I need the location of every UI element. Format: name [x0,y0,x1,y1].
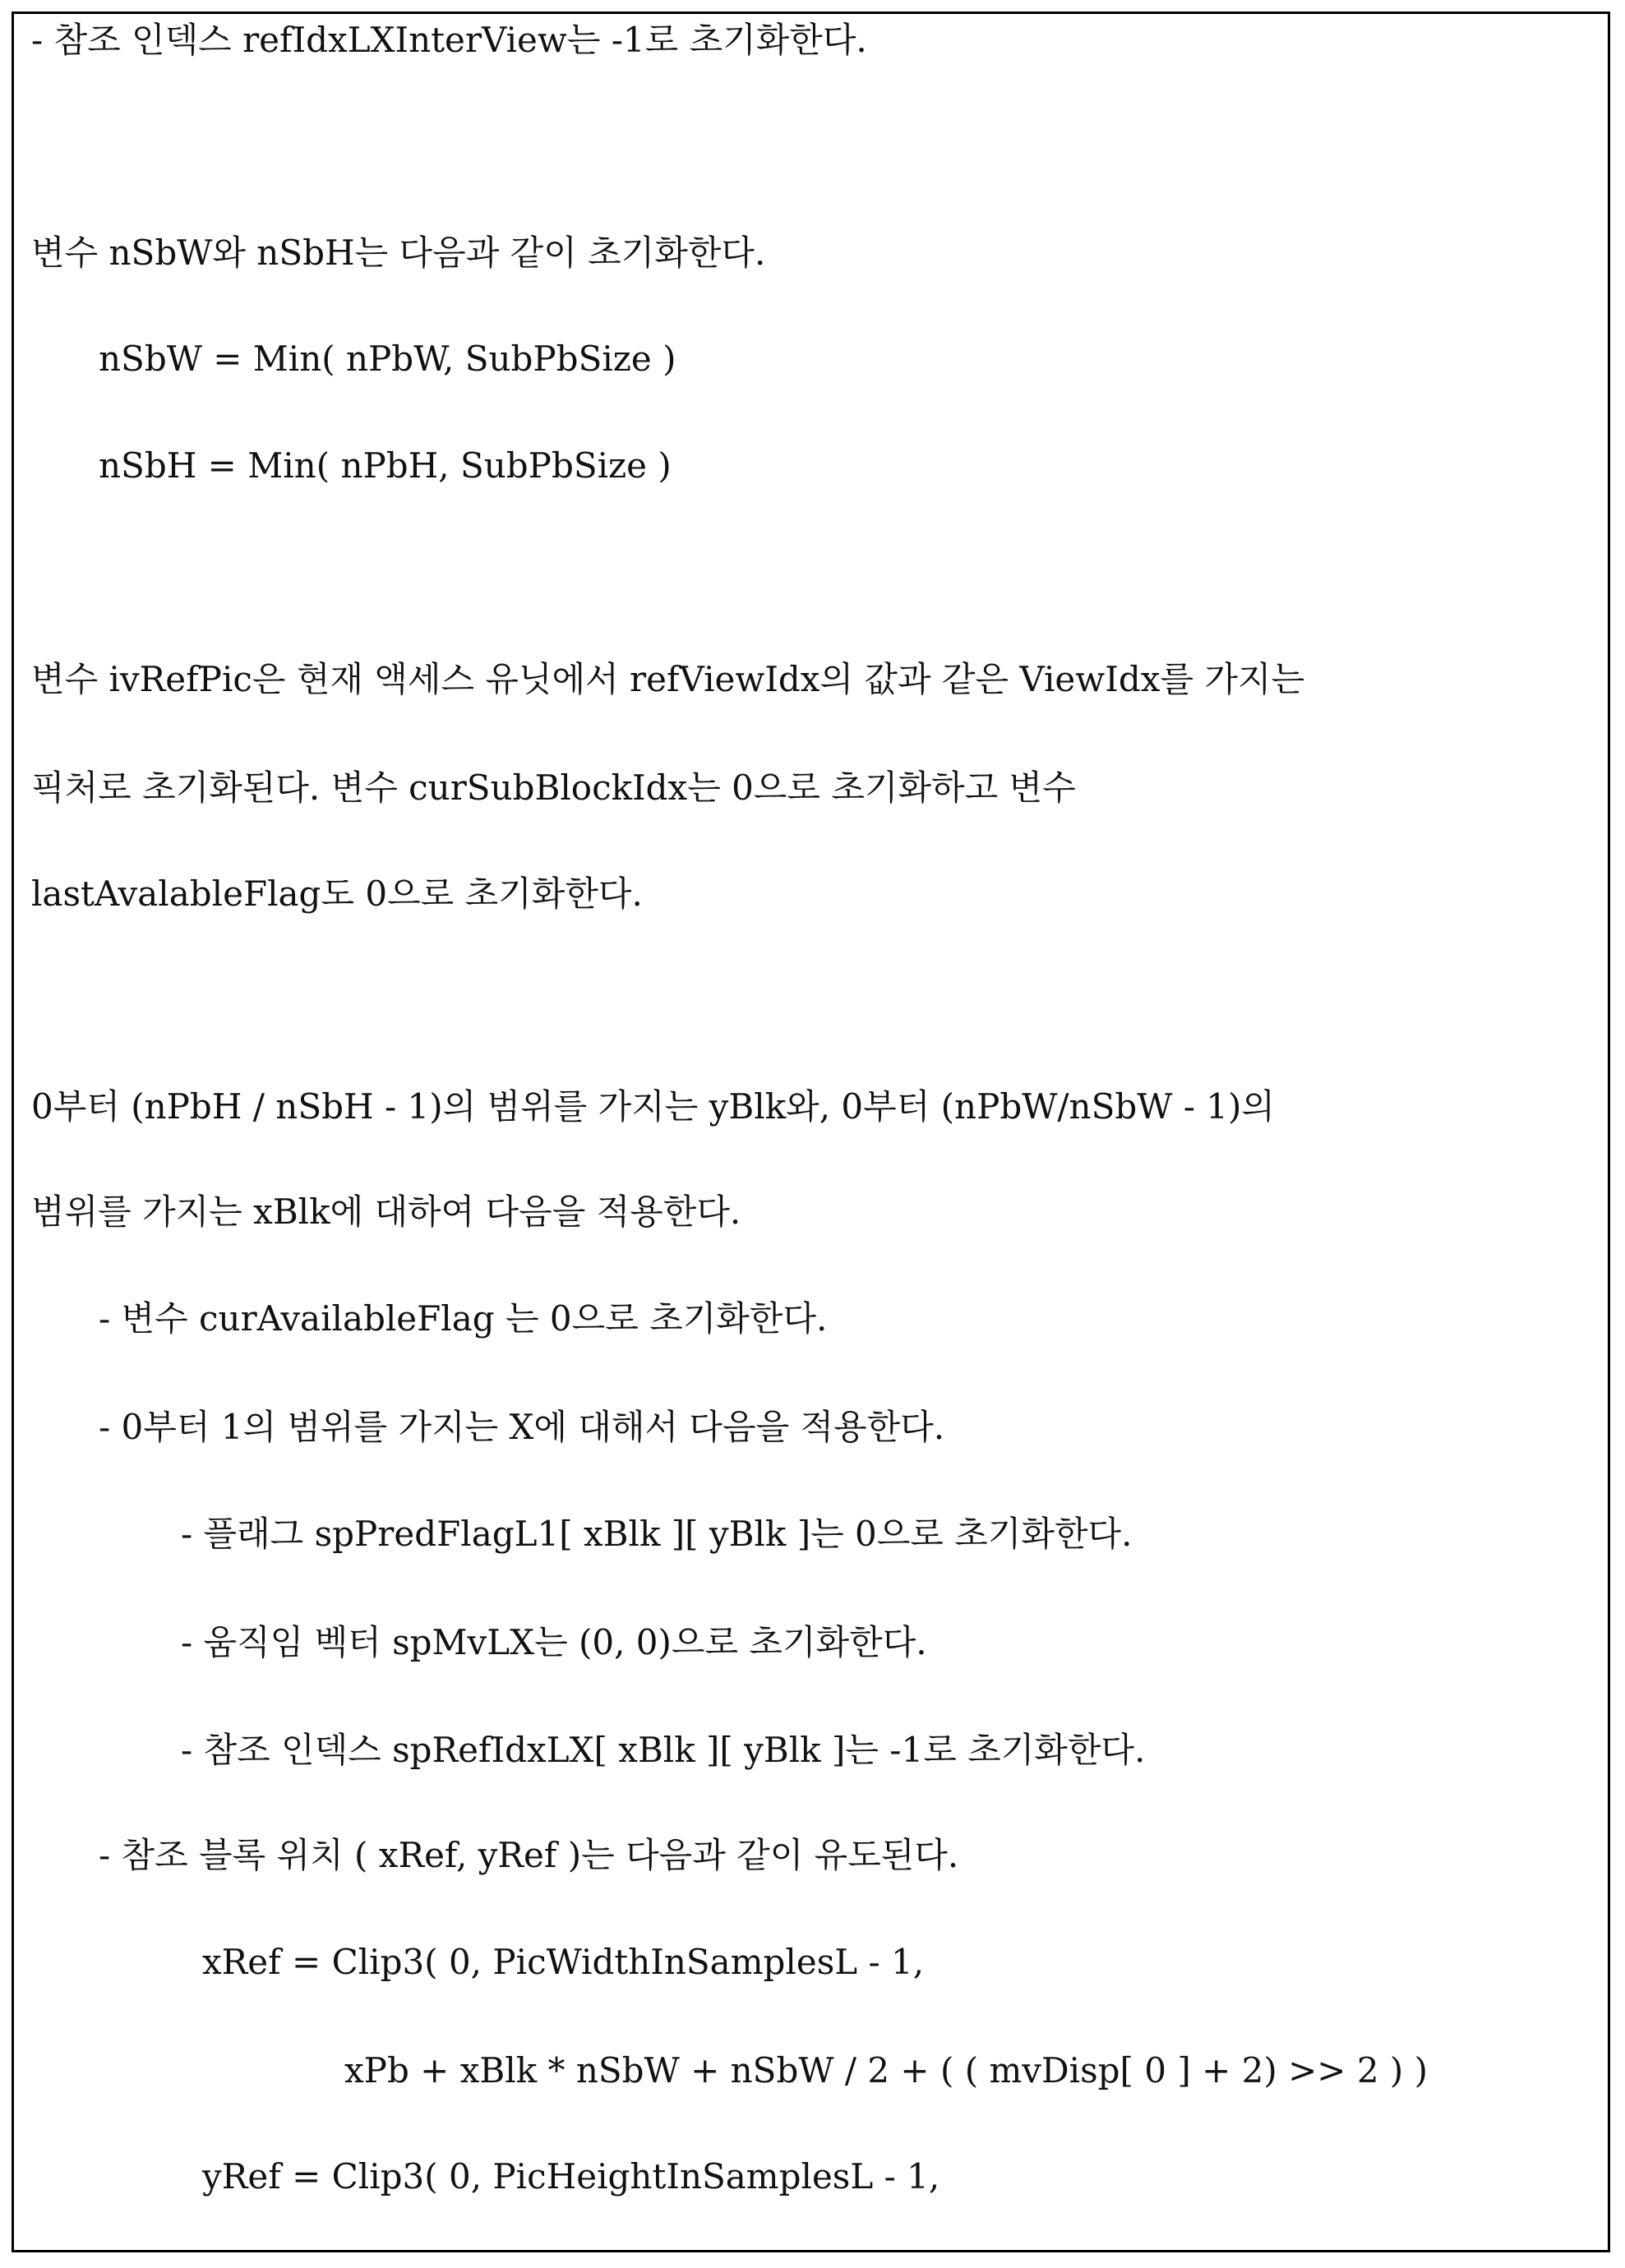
formula-line: xPb + xBlk * nSbW + nSbW / 2 + ( ( mvDisp[ 0 ] + 2) >> 2 ) ) [344,2049,1428,2092]
list-item: - 참조 인덱스 spRefIdxLX[ xBlk ][ yBlk ]는 -1로 초기화한다. [181,1729,1145,1772]
text-line: 범위를 가지는 xBlk에 대하여 다음을 적용한다. [31,1191,741,1233]
text-line: 픽처로 초기화된다. 변수 curSubBlockIdx는 0으로 초기화하고 변수 [31,767,1076,809]
text-line: 변수 ivRefPic은 현재 액세스 유닛에서 refViewIdx의 값과 같은 ViewIdx를 가지는 [31,658,1304,701]
formula-line: nSbW = Min( nPbW, SubPbSize ) [99,338,676,380]
text-line: - 참조 인덱스 refIdxLXInterView는 -1로 초기화한다. [31,19,867,62]
list-item: - 0부터 1의 범위를 가지는 X에 대해서 다음을 적용한다. [99,1406,944,1449]
formula-line: xRef = Clip3( 0, PicWidthInSamplesL - 1, [202,1941,924,1984]
text-line: 0부터 (nPbH / nSbH - 1)의 범위를 가지는 yBlk와, 0부터 (nPbW/nSbW - 1)의 [31,1086,1275,1128]
list-item: - 움직임 벡터 spMvLX는 (0, 0)으로 초기화한다. [181,1621,927,1664]
formula-line: nSbH = Min( nPbH, SubPbSize ) [99,445,672,487]
formula-line: yRef = Clip3( 0, PicHeightInSamplesL - 1, [202,2155,939,2198]
list-item: - 플래그 spPredFlagL1[ xBlk ][ yBlk ]는 0으로 초기화한다. [181,1513,1132,1556]
text-line: 변수 nSbW와 nSbH는 다음과 같이 초기화한다. [31,232,765,274]
text-line: lastAvalableFlag도 0으로 초기화한다. [31,873,643,915]
list-item: - 참조 블록 위치 ( xRef, yRef )는 다음과 같이 유도된다. [99,1834,958,1877]
list-item: - 변수 curAvailableFlag 는 0으로 초기화한다. [99,1298,827,1340]
